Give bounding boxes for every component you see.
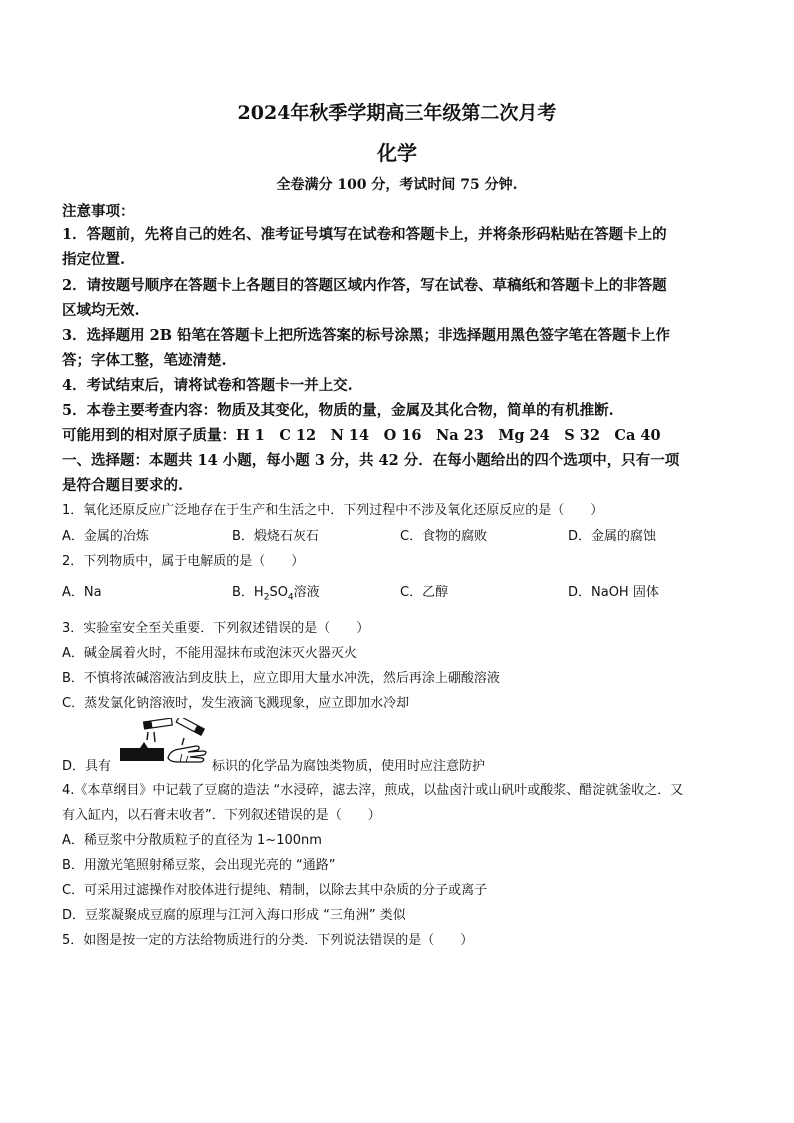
q4-option-a: A．稀豆浆中分散质粒子的直径为 1~100nm: [62, 833, 322, 848]
question-4-stem: 4.《本草纲目》中记载了豆腐的造法 “水浸碎，滤去滓，煎成，以盐卤汁或山矾叶或酸浆、醋淀就釜收之．又: [62, 783, 684, 798]
q2-option-b: B．$H_2SO_4$溶液: [232, 585, 320, 603]
q1-option-a: A．金属的冶炼: [62, 529, 149, 544]
corrosive-hazard-icon: [118, 718, 210, 764]
notice-item: 5．本卷主要考查内容：物质及其变化，物质的量，金属及其化合物，简单的有机推断.: [62, 402, 614, 419]
q2-option-a: A．Na: [62, 585, 102, 600]
q2-option-d: D．NaOH 固体: [568, 585, 659, 600]
question-2-stem: 2．下列物质中，属于电解质的是（ ）: [62, 554, 305, 569]
section-heading-cont: 是符合题目要求的.: [62, 477, 184, 494]
exam-subject: 化学: [377, 141, 417, 165]
notice-item: 3．选择题用 2B 铅笔在答题卡上把所选答案的标号涂黑；非选择题用黑色签字笔在答题卡上作: [62, 327, 671, 344]
notice-item: 答；字体工整，笔迹清楚.: [62, 352, 227, 369]
q2-option-c: C．乙醇: [400, 585, 449, 600]
score-line: 全卷满分 100 分，考试时间 75 分钟.: [276, 177, 518, 193]
question-5-stem: 5．如图是按一定的方法给物质进行的分类．下列说法错误的是（ ）: [62, 933, 474, 948]
q4-option-c: C．可采用过滤操作对胶体进行提纯、精制，以除去其中杂质的分子或离子: [62, 883, 488, 898]
notice-item: 区域均无效.: [62, 302, 140, 319]
q1-option-c: C．食物的腐败: [400, 529, 488, 544]
q4-option-b: B．用激光笔照射稀豆浆，会出现光亮的 “通路”: [62, 858, 336, 873]
section-heading: 一、选择题：本题共 14 小题，每小题 3 分，共 42 分．在每小题给出的四个选项中，只有一项: [62, 452, 680, 469]
notice-item: 2．请按题号顺序在答题卡上各题目的答题区域内作答，写在试卷、草稿纸和答题卡上的非答题: [62, 277, 667, 294]
notice-item: 指定位置.: [62, 251, 126, 268]
q3-option-c: C．蒸发氯化钠溶液时，发生液滴飞溅现象，应立即加水冷却: [62, 696, 410, 711]
notice-heading: 注意事项：: [62, 203, 135, 220]
q4-option-d: D．豆浆凝聚成豆腐的原理与江河入海口形成 “三角洲” 类似: [62, 908, 406, 923]
question-3-stem: 3．实验室安全至关重要．下列叙述错误的是（ ）: [62, 621, 370, 636]
exam-title: 2024年秋季学期高三年级第二次月考: [237, 102, 557, 124]
q1-option-d: D．金属的腐蚀: [568, 529, 657, 544]
q3-option-a: A．碱金属着火时，不能用湿抹布或泡沫灭火器灭火: [62, 646, 357, 661]
q3-option-b: B．不慎将浓碱溶液沾到皮肤上，应立即用大量水冲洗，然后再涂上硼酸溶液: [62, 671, 500, 686]
question-1-stem: 1．氧化还原反应广泛地存在于生产和生活之中．下列过程中不涉及氧化还原反应的是（ ）: [62, 503, 604, 518]
q3-option-d-suffix: 标识的化学品为腐蚀类物质，使用时应注意防护: [212, 759, 486, 774]
q3-option-d-prefix: D．具有: [62, 759, 112, 774]
notice-item: 1．答题前，先将自己的姓名、准考证号填写在试卷和答题卡上，并将条形码粘贴在答题卡上的: [62, 226, 667, 243]
notice-item: 4．考试结束后，请将试卷和答题卡一并上交.: [62, 377, 353, 394]
atomic-masses: 可能用到的相对原子质量：H 1 C 12 N 14 O 16 Na 23 Mg 24 S 32 Ca 40: [62, 427, 661, 444]
question-4-stem-cont: 有入缸内，以石膏末收者”．下列叙述错误的是（ ）: [62, 808, 381, 823]
q1-option-b: B．煅烧石灰石: [232, 529, 319, 544]
